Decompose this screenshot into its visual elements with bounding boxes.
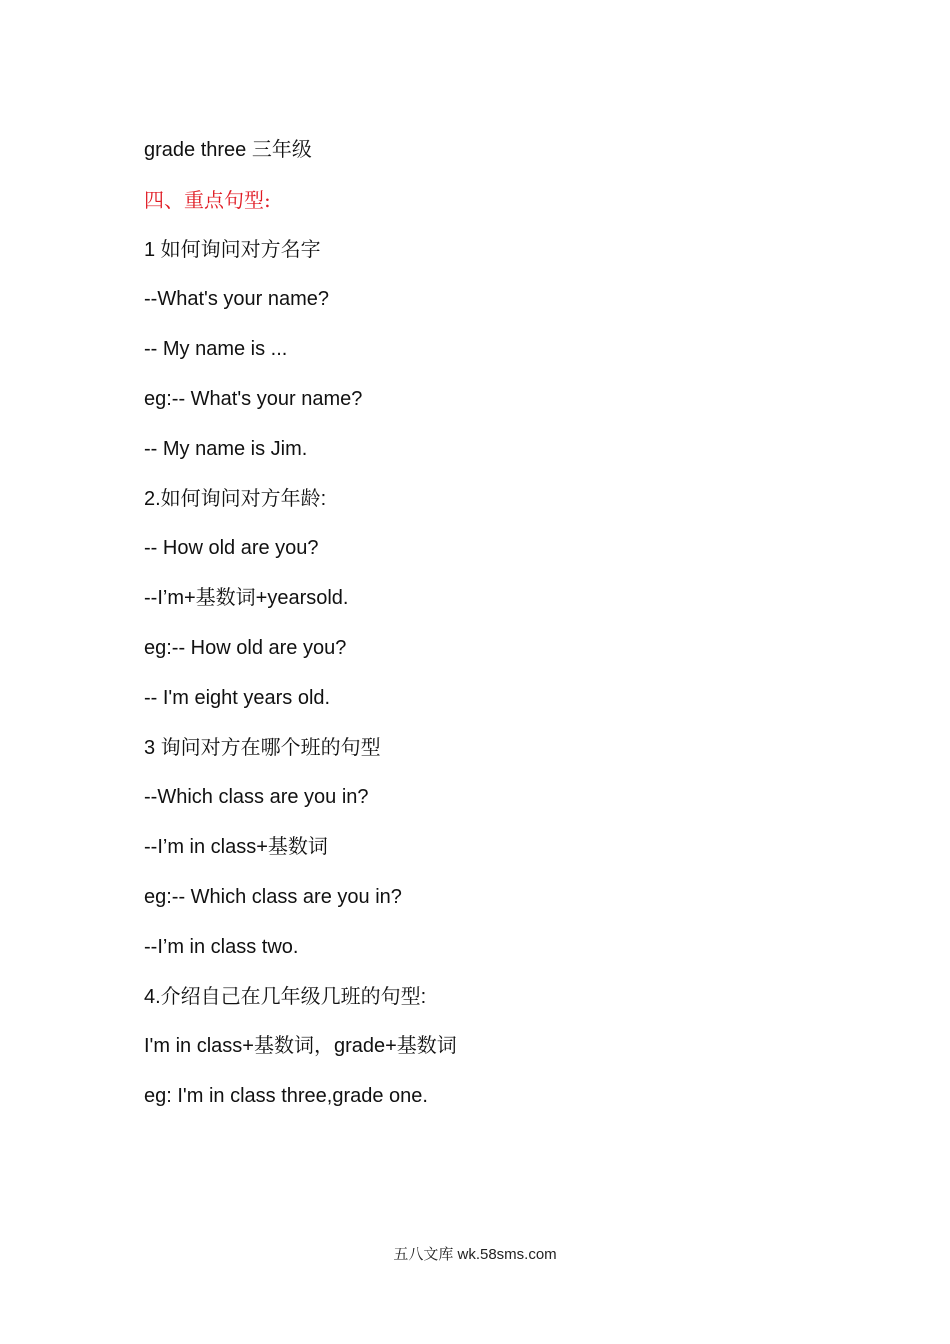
- example-line: eg:-- Which class are you in?: [144, 885, 402, 908]
- subheading-line: 4.介绍自己在几年级几班的句型:: [144, 985, 427, 1008]
- text-line: -- My name is ...: [144, 338, 288, 361]
- text-line: I'm in class+基数词，grade+基数词: [144, 1035, 457, 1058]
- text-line: -- How old are you?: [144, 537, 319, 560]
- example-line: eg: I'm in class three,grade one.: [144, 1085, 428, 1108]
- text-line: --I’m in class two.: [144, 935, 299, 958]
- text-line: --I’m in class+基数词: [144, 836, 328, 859]
- subheading-line: 3 询问对方在哪个班的句型: [144, 736, 381, 759]
- text-line: --What's your name?: [144, 288, 329, 311]
- page-footer: 五八文库 wk.58sms.com: [393, 1246, 557, 1263]
- subheading-line: 1 如何询问对方名字: [144, 238, 321, 261]
- section-heading: 四、重点句型:: [144, 187, 271, 212]
- text-line: grade three 三年级: [144, 139, 312, 161]
- text-line: --Which class are you in?: [144, 786, 369, 809]
- text-line: --I’m+基数词+yearsold.: [144, 587, 349, 610]
- text-line: -- My name is Jim.: [144, 437, 308, 460]
- document-body: [144, 132, 824, 1128]
- example-line: eg:-- What's your name?: [144, 387, 363, 410]
- text-line: -- I'm eight years old.: [144, 686, 331, 709]
- subheading-line: 2.如何询问对方年龄:: [144, 487, 327, 510]
- example-line: eg:-- How old are you?: [144, 636, 347, 659]
